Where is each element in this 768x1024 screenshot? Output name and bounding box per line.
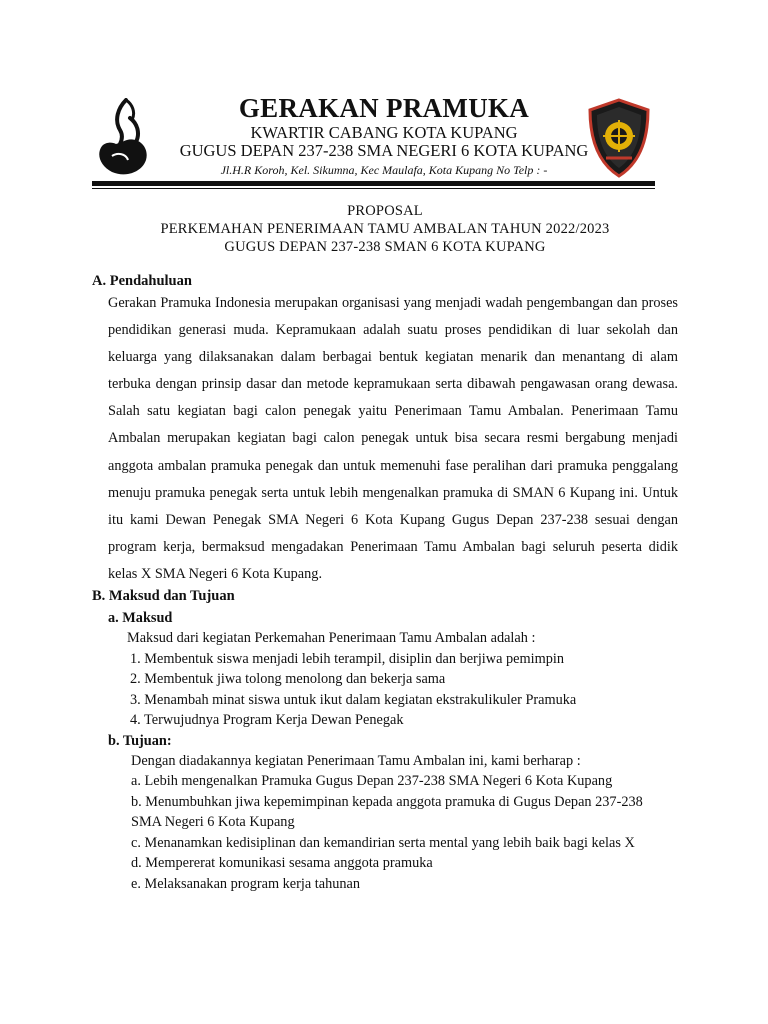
tujuan-item-continued: SMA Negeri 6 Kota Kupang xyxy=(131,814,295,830)
section-b-heading: B. Maksud dan Tujuan xyxy=(92,588,235,604)
letterhead-gugus-depan: GUGUS DEPAN 237-238 SMA NEGERI 6 KOTA KUPANG xyxy=(179,141,589,160)
maksud-item: 2. Membentuk jiwa tolong menolong dan bekerja sama xyxy=(130,671,446,687)
tujuan-item: c. Menanamkan kedisiplinan dan kemandirian serta mental yang lebih baik bagi kelas X xyxy=(131,835,635,851)
letterhead-title: GERAKAN PRAMUKA xyxy=(238,93,530,123)
tujuan-item: e. Melaksanakan program kerja tahunan xyxy=(131,876,361,892)
letterhead-thin-rule xyxy=(92,188,655,189)
document-title-organizer: GUGUS DEPAN 237-238 SMAN 6 KOTA KUPANG xyxy=(224,239,546,255)
tujuan-item: d. Mempererat komunikasi sesama anggota pramuka xyxy=(131,855,433,871)
maksud-heading: a. Maksud xyxy=(108,610,173,626)
maksud-intro: Maksud dari kegiatan Perkemahan Penerimaan Tamu Ambalan adalah : xyxy=(127,630,536,646)
section-a-paragraph-text: Gerakan Pramuka Indonesia merupakan organisasi yang menjadi wadah pengembangan dan proses pendidikan generasi muda. Kepramukaan adalah suatu proses pendidikan di luar sekolah dan keluarga yang dilaksanakan dalam berbagai bentuk kegiatan menarik dan menantang di alam terbuka dengan prinsip dasar dan metode kepramukaan serta dibawah pengawasan orang dewasa. Salah satu kegiatan bagi calon penegak yaitu Penerimaan Tamu Ambalan. Penerimaan Tamu Ambalan merupakan kegiatan bagi calon penegak untuk bisa secara resmi bergabung menjadi anggota ambalan pramuka penegak dan untuk memenuhi fase peralihan dari pramuka penggalang menuju pramuka penegak serta untuk lebih mengenalkan pramuka di SMAN 6 Kupang ini. Untuk itu kami Dewan Penegak SMA Negeri 6 Kota Kupang Gugus Depan 237-238 sesuai dengan program kerja, bermaksud mengadakan Penerimaan Tamu Ambalan bagi seluruh peserta didik kelas X SMA Negeri 6 Kota Kupang. xyxy=(108,295,678,582)
letterhead-thick-rule xyxy=(92,181,655,186)
pramuka-tunas-kelapa-logo xyxy=(92,98,154,180)
letterhead-kwartir: KWARTIR CABANG KOTA KUPANG xyxy=(250,123,518,142)
school-emblem-logo xyxy=(586,98,652,178)
document-title-event: PERKEMAHAN PENERIMAAN TAMU AMBALAN TAHUN 2022/2023 xyxy=(160,221,610,237)
tujuan-intro: Dengan diadakannya kegiatan Penerimaan Tamu Ambalan ini, kami berharap : xyxy=(131,753,581,769)
tujuan-item: a. Lebih mengenalkan Pramuka Gugus Depan 237-238 SMA Negeri 6 Kota Kupang xyxy=(131,773,613,789)
tujuan-heading: b. Tujuan: xyxy=(108,733,172,749)
tujuan-item: b. Menumbuhkan jiwa kepemimpinan kepada anggota pramuka di Gugus Depan 237-238 xyxy=(131,794,643,810)
document-title-proposal: PROPOSAL xyxy=(347,203,423,219)
maksud-item: 4. Terwujudnya Program Kerja Dewan Penegak xyxy=(130,712,404,728)
section-a-heading: A. Pendahuluan xyxy=(92,273,192,289)
maksud-item: 3. Menambah minat siswa untuk ikut dalam kegiatan ekstrakulikuler Pramuka xyxy=(130,692,577,708)
letterhead-address: Jl.H.R Koroh, Kel. Sikumna, Kec Maulafa, Kota Kupang No Telp : - xyxy=(220,163,548,177)
maksud-item: 1. Membentuk siswa menjadi lebih terampil, disiplin dan berjiwa pemimpin xyxy=(130,651,564,667)
section-a-paragraph xyxy=(108,290,678,588)
